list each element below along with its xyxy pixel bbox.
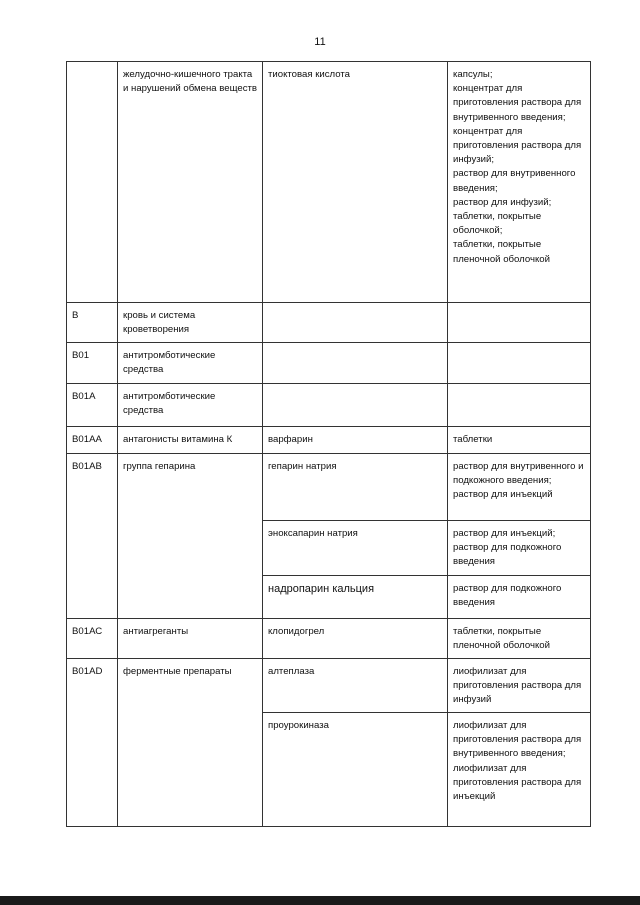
atc-code-cell: В01AD [67,659,118,827]
atc-code-cell: В01АС [67,619,118,659]
table-row [67,454,591,521]
drug-name-cell [263,343,448,384]
table-row [67,62,591,303]
atc-code-cell: В01 [67,343,118,384]
drug-name-cell: варфарин [263,427,448,454]
dosage-form-cell [448,384,591,427]
dosage-form-cell: таблетки [448,427,591,454]
dosage-form-cell: капсулы; концентрат для приготовления раствора для внутривенного введения; концентрат для приготовления раствора для инфузий; раствор для внутривенного введения; раствор для инфузий; таблетки, покрытые оболочкой; таблетки, покрытые пленочной оболочкой [448,62,591,303]
table-row [67,659,591,713]
therapeutic-group-cell: группа гепарина [118,454,263,619]
dosage-form-cell: лиофилизат для приготовления раствора для инфузий [448,659,591,713]
scan-border [0,896,640,905]
dosage-form-cell: лиофилизат для приготовления раствора для внутривенного введения; лиофилизат для приготовления раствора для инъекций [448,713,591,827]
therapeutic-group-cell: антагонисты витамина К [118,427,263,454]
drug-name-cell: клопидогрел [263,619,448,659]
dosage-form-cell: раствор для инъекций; раствор для подкожного введения [448,521,591,576]
drug-name-cell: проурокиназа [263,713,448,827]
atc-code-cell: В [67,303,118,343]
dosage-form-cell [448,303,591,343]
drug-name-cell: надропарин кальция [263,576,448,619]
table-row [67,619,591,659]
dosage-form-cell [448,343,591,384]
drug-name-cell [263,303,448,343]
table-row [67,427,591,454]
table-row [67,343,591,384]
therapeutic-group-cell: кровь и система кроветворения [118,303,263,343]
table-row [67,303,591,343]
drug-name-cell: алтеплаза [263,659,448,713]
drug-name-cell [263,384,448,427]
dosage-form-cell: раствор для внутривенного и подкожного введения; раствор для инъекций [448,454,591,521]
table-row [67,384,591,427]
therapeutic-group-cell: антитромботические средства [118,343,263,384]
atc-code-cell: В01АВ [67,454,118,619]
therapeutic-group-cell: антитромботические средства [118,384,263,427]
atc-code-cell [67,62,118,303]
drug-name-cell: тиоктовая кислота [263,62,448,303]
page-number: 11 [314,36,326,48]
drug-list-table [66,61,591,827]
dosage-form-cell: таблетки, покрытые пленочной оболочкой [448,619,591,659]
atc-code-cell: В01А [67,384,118,427]
dosage-form-cell: раствор для подкожного введения [448,576,591,619]
drug-name-cell: гепарин натрия [263,454,448,521]
drug-name-cell: эноксапарин натрия [263,521,448,576]
therapeutic-group-cell: ферментные препараты [118,659,263,827]
therapeutic-group-cell: антиагреганты [118,619,263,659]
atc-code-cell: В01АА [67,427,118,454]
therapeutic-group-cell: желудочно-кишечного тракта и нарушений обмена веществ [118,62,263,303]
